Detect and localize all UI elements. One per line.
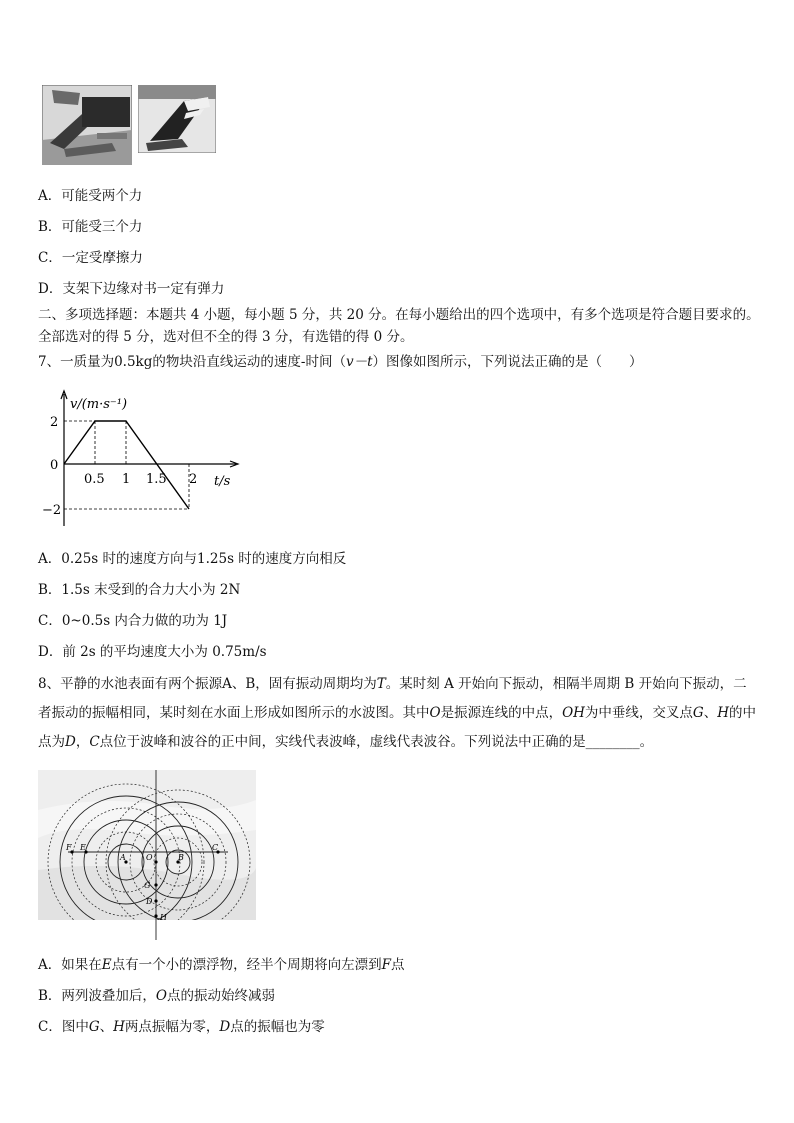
book-stand-photo-2	[138, 85, 216, 153]
q8-stem: 8、平静的水池表面有两个振源A、B，固有振动周期均为T。某时刻 A 开始向下振动，相隔半周期 B 开始向下振动，二者振动的振幅相同，某时刻在水面上形成如图所示的水波图。其中O是振源连线的中点，OH为中垂线，交叉点G、H的中点为D，C点位于波峰和波谷的正中间，实线代表波峰，虚线代表波谷。下列说法中正确的是________。	[38, 676, 756, 750]
book-stand-photo-1	[42, 85, 132, 165]
q7-graph-xtick-05: 0.5	[84, 472, 105, 487]
section-heading-multiple-choice: 二、多项选择题：本题共 4 小题，每小题 5 分，共 20 分。在每小题给出的四个选项中，有多个选项是符合题目要求的。全部选对的得 5 分，选对但不全的得 3 分，有选错的得 0 分。	[38, 307, 760, 345]
q6-option-a: A．可能受两个力	[38, 188, 143, 204]
q7-vt-graph	[40, 388, 250, 528]
q8-fig-label-g: G	[144, 881, 151, 890]
q7-graph-ytick-neg2: −2	[42, 503, 62, 518]
q7-stem: 7、一质量为0.5kg的物块沿直线运动的速度-时间（v－t）图像如图所示，下列说法正确的是（ ）	[38, 354, 643, 370]
q7-graph-xtick-1: 1	[122, 472, 131, 487]
q8-fig-label-f: F	[66, 843, 72, 852]
q7-graph-ylabel: v/(m·s⁻¹)	[70, 397, 128, 412]
q8-option-b: B．两列波叠加后，O点的振动始终减弱	[38, 988, 275, 1004]
q8-option-a: A．如果在E点有一个小的漂浮物，经半个周期将向左漂到F点	[38, 957, 405, 973]
q7-graph-ytick-2: 2	[50, 415, 59, 430]
q6-option-b: B．可能受三个力	[38, 219, 143, 235]
q6-option-c: C．一定受摩擦力	[38, 250, 143, 266]
q7-option-b: B．1.5s 末受到的合力大小为 2N	[38, 582, 241, 598]
q8-wave-figure	[38, 770, 256, 940]
q7-option-a: A．0.25s 时的速度方向与1.25s 时的速度方向相反	[38, 551, 347, 567]
q7-graph-xlabel: t/s	[214, 474, 231, 489]
q8-fig-label-e: E	[80, 843, 86, 852]
q8-fig-label-h: H	[160, 913, 167, 922]
q7-graph-xtick-15: 1.5	[146, 472, 167, 487]
q7-option-c: C．0~0.5s 内合力做的功为 1J	[38, 613, 228, 629]
q8-fig-label-a: A	[120, 853, 126, 862]
q7-option-d: D．前 2s 的平均速度大小为 0.75m/s	[38, 644, 267, 660]
q8-option-c: C．图中G、H两点振幅为零，D点的振幅也为零	[38, 1019, 325, 1035]
q6-option-d: D．支架下边缘对书一定有弹力	[38, 281, 225, 297]
q8-fig-label-d: D	[146, 897, 153, 906]
q7-graph-origin: 0	[50, 458, 59, 473]
q7-graph-xtick-2: 2	[189, 472, 198, 487]
q8-fig-label-c: C	[212, 843, 219, 852]
q8-fig-label-o: O	[146, 853, 153, 862]
q8-fig-label-b: B	[178, 853, 184, 862]
